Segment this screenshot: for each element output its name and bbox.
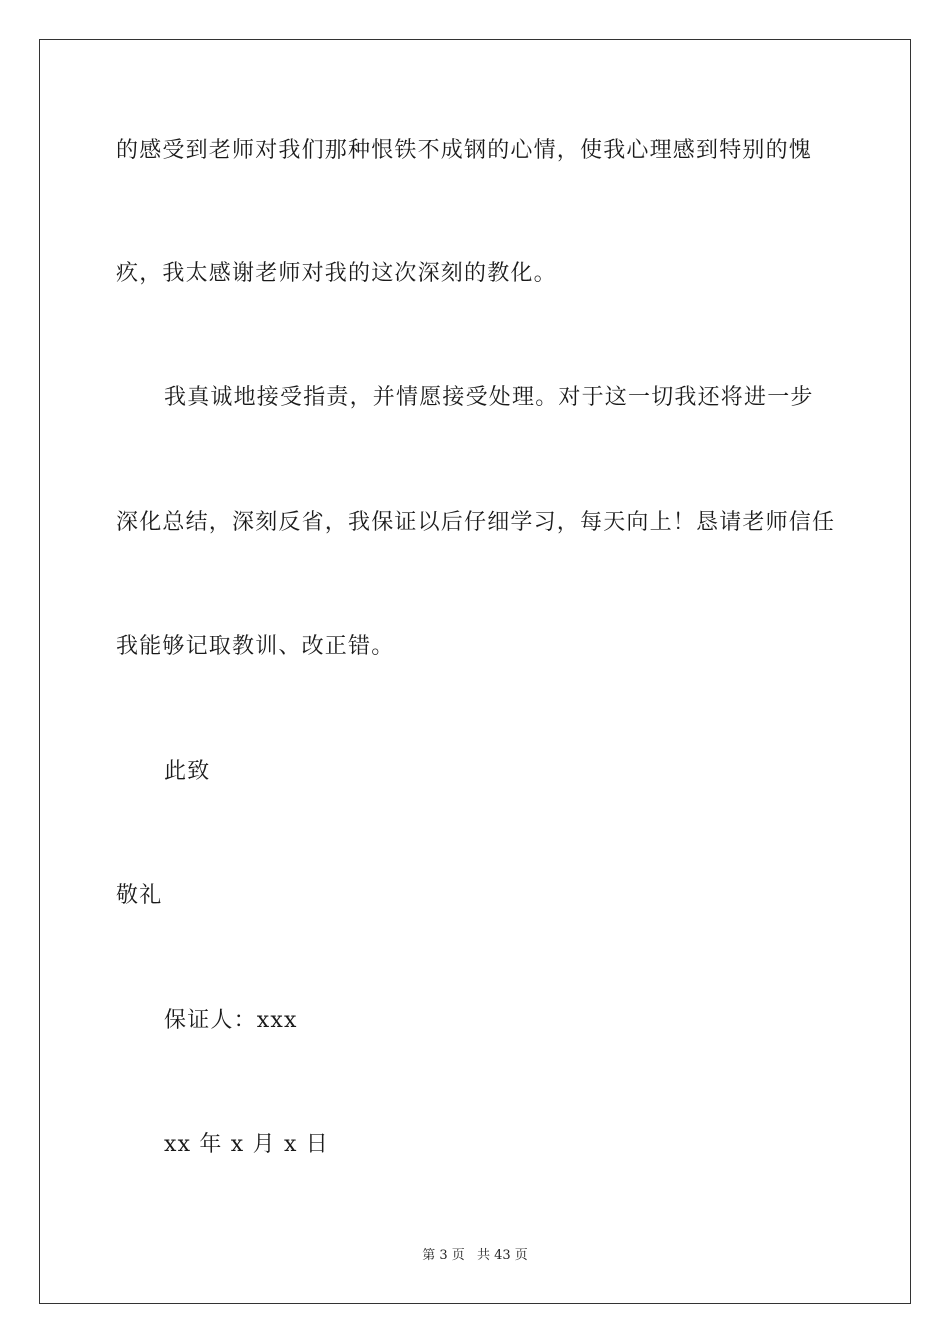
page-total: 共 43 页 (476, 1248, 528, 1263)
regards-line: 敬礼 (116, 883, 163, 908)
body-line-4: 深化总结，深刻反省，我保证以后仔细学习，每天向上！恳请老师信任 (116, 510, 836, 535)
body-line-2: 疚，我太感谢老师对我的这次深刻的教化。 (116, 261, 557, 286)
page-number: 第 3 页 (422, 1248, 465, 1263)
guarantor-line: 保证人：xxx (164, 1008, 298, 1033)
body-line-3: 我真诚地接受指责，并情愿接受处理。对于这一切我还将进一步 (164, 385, 814, 410)
page-footer (0, 1247, 950, 1265)
body-line-1: 的感受到老师对我们那种恨铁不成钢的心情，使我心理感到特别的愧 (116, 138, 813, 163)
page-border (39, 39, 911, 1304)
salutation-line: 此致 (164, 759, 211, 784)
body-line-5: 我能够记取教训、改正错。 (116, 634, 395, 659)
date-line: xx 年 x 月 x 日 (164, 1132, 329, 1157)
